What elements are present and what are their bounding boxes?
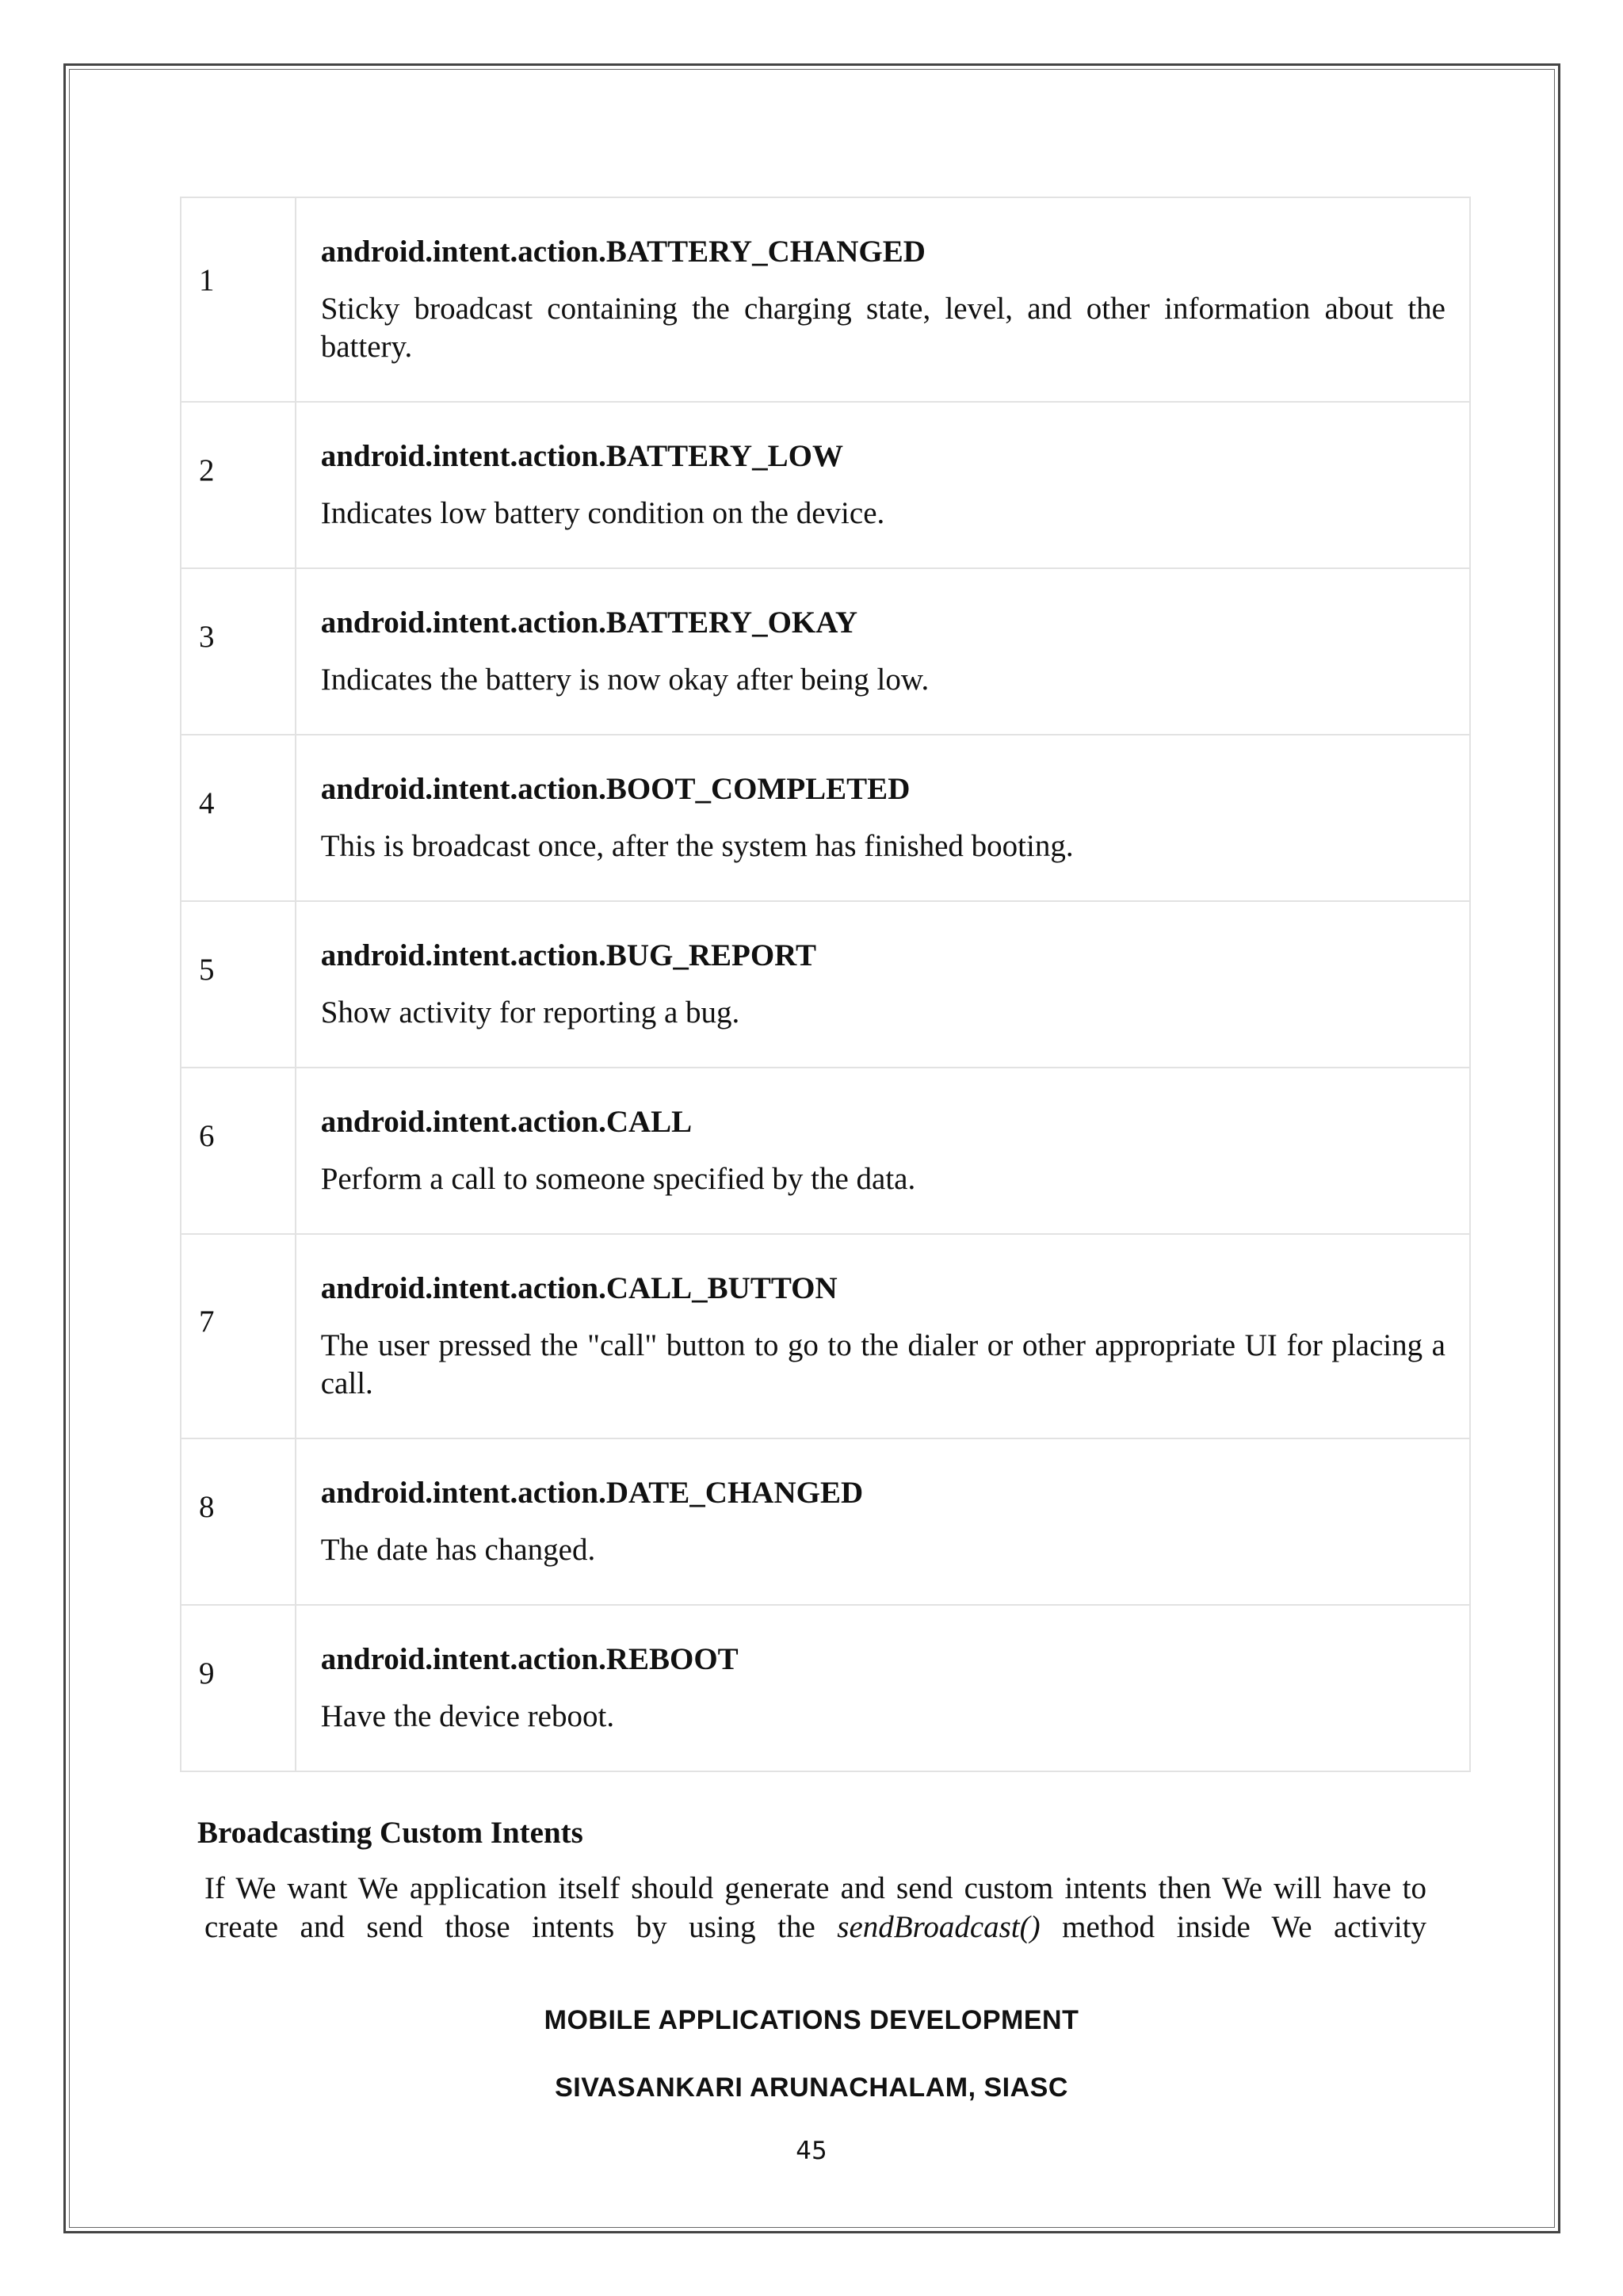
row-number-cell xyxy=(181,402,296,568)
table-row xyxy=(181,1605,1470,1771)
row-number-cell xyxy=(181,568,296,735)
method-name: sendBroadcast() xyxy=(837,1910,1041,1944)
intent-description: Have the device reboot. xyxy=(320,1699,615,1733)
row-content-cell xyxy=(296,1234,1470,1438)
paragraph-text-before: If We want We application itself should generate and send custom intents then We will have to create and send those intents by using the xyxy=(204,1871,1426,1944)
row-number-cell xyxy=(181,1438,296,1605)
intent-name: android.intent.action.BUG_REPORT xyxy=(320,938,816,972)
section-paragraph xyxy=(204,1869,1426,1946)
row-number: 4 xyxy=(199,786,215,820)
row-content-cell xyxy=(296,1438,1470,1605)
section-heading: Broadcasting Custom Intents xyxy=(197,1816,583,1850)
table-row xyxy=(181,402,1470,568)
intent-name: android.intent.action.BATTERY_LOW xyxy=(320,439,843,473)
row-number-cell xyxy=(181,1605,296,1771)
table-row xyxy=(181,568,1470,735)
row-content-cell xyxy=(296,402,1470,568)
intent-name: android.intent.action.DATE_CHANGED xyxy=(320,1476,864,1510)
table-row xyxy=(181,735,1470,901)
table-row xyxy=(181,197,1470,402)
paragraph-text-after: method inside We activity xyxy=(1040,1910,1426,1944)
row-number: 9 xyxy=(199,1656,215,1690)
intent-name: android.intent.action.BATTERY_CHANGED xyxy=(320,235,926,269)
row-number: 7 xyxy=(199,1305,215,1339)
row-number: 2 xyxy=(199,453,215,487)
intent-description: Indicates low battery condition on the device. xyxy=(320,496,885,530)
intent-actions-table xyxy=(180,197,1471,1772)
intent-description: Show activity for reporting a bug. xyxy=(320,995,740,1030)
intent-name: android.intent.action.BATTERY_OKAY xyxy=(320,606,858,640)
intent-name: android.intent.action.CALL xyxy=(320,1105,693,1139)
row-number-cell xyxy=(181,197,296,402)
intent-name: android.intent.action.REBOOT xyxy=(320,1642,739,1676)
intent-description: Sticky broadcast containing the charging state, level, and other information about the battery. xyxy=(320,292,1445,364)
row-number-cell xyxy=(181,735,296,901)
footer-author: SIVASANKARI ARUNACHALAM, SIASC xyxy=(555,2073,1068,2103)
row-content-cell xyxy=(296,1605,1470,1771)
intent-name: android.intent.action.CALL_BUTTON xyxy=(320,1271,838,1305)
intent-description: The user pressed the "call" button to go to the dialer or other appropriate UI for placing a call. xyxy=(320,1328,1445,1400)
row-number: 8 xyxy=(199,1490,215,1524)
row-number: 1 xyxy=(199,263,215,297)
row-number-cell xyxy=(181,901,296,1068)
row-number: 6 xyxy=(199,1119,215,1153)
table-row xyxy=(181,1438,1470,1605)
intent-description: The date has changed. xyxy=(320,1533,596,1567)
intent-description: Indicates the battery is now okay after being low. xyxy=(320,663,930,697)
table-row xyxy=(181,901,1470,1068)
row-content-cell xyxy=(296,568,1470,735)
row-number: 3 xyxy=(199,620,215,654)
intent-name: android.intent.action.BOOT_COMPLETED xyxy=(320,772,911,806)
page-number: 45 xyxy=(796,2137,827,2165)
footer-course-title: MOBILE APPLICATIONS DEVELOPMENT xyxy=(544,2005,1079,2035)
row-content-cell xyxy=(296,735,1470,901)
table-row xyxy=(181,1068,1470,1234)
row-content-cell xyxy=(296,901,1470,1068)
row-number: 5 xyxy=(199,953,215,987)
row-number-cell xyxy=(181,1068,296,1234)
row-content-cell xyxy=(296,1068,1470,1234)
row-number-cell xyxy=(181,1234,296,1438)
table-row xyxy=(181,1234,1470,1438)
row-content-cell xyxy=(296,197,1470,402)
intent-description: This is broadcast once, after the system has finished booting. xyxy=(320,829,1074,863)
intent-description: Perform a call to someone specified by the data. xyxy=(320,1162,916,1196)
